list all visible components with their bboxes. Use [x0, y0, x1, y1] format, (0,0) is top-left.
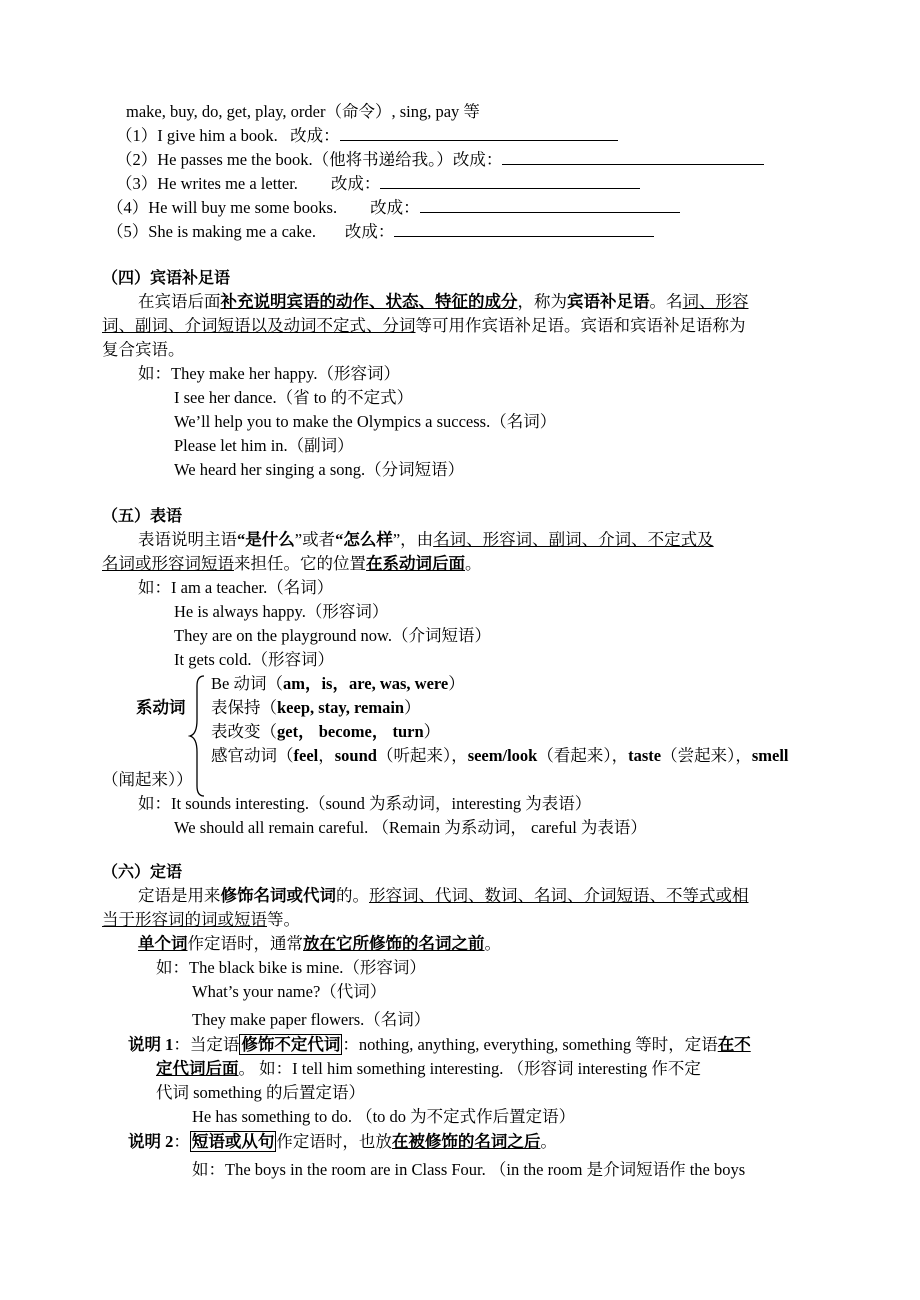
section-4-para-line3: 复合宾语。	[102, 340, 185, 359]
exercise-5: （5）She is making me a cake. 改成：	[107, 220, 654, 244]
example-item: He is always happy.（形容词）	[174, 602, 389, 621]
example-item: 如：I am a teacher.（名词）	[138, 578, 334, 597]
section-6-para-line2: 当于形容词的词或短语等。	[102, 910, 300, 929]
note-1-line2: 定代词后面。 如：I tell him something interesting. （形容词 interesting 作不定	[156, 1059, 701, 1078]
section-5-para-line1: 表语说明主语“是什么”或者“怎么样”，由名词、形容词、副词、介词、不定式及	[138, 530, 714, 549]
example-item: We’ll help you to make the Olympics a success.（名词）	[174, 412, 557, 431]
answer-blank-1[interactable]	[340, 124, 618, 141]
linking-verb-senses: 感官动词（feel，sound（听起来），seem/look（看起来），taste（尝起来），smell	[211, 746, 789, 765]
section-5-para-line2: 名词或形容词短语来担任。它的位置在系动词后面。	[102, 554, 482, 573]
section-4-heading: （四）宾语补足语	[102, 268, 231, 287]
answer-blank-5[interactable]	[394, 220, 654, 237]
example-item: They make paper flowers.（名词）	[192, 1010, 431, 1029]
section-6-heading: （六）定语	[102, 862, 183, 881]
note-1-line3: 代词 something 的后置定语）	[156, 1083, 365, 1102]
exercise-3: （3）He writes me a letter. 改成：	[116, 172, 640, 196]
example-item: Please let him in.（副词）	[174, 436, 354, 455]
example-item: We should all remain careful. （Remain 为系动词， careful 为表语）	[174, 818, 647, 837]
example-item: 如：The black bike is mine.（形容词）	[156, 958, 426, 977]
verb-list-line: make, buy, do, get, play, order（命令）, sing, pay 等	[126, 102, 480, 121]
note-2-example: 如：The boys in the room are in Class Four. （in the room 是介词短语作 the boys	[192, 1160, 746, 1179]
answer-blank-4[interactable]	[420, 196, 680, 213]
linking-verb-wrap: （闻起来））	[102, 770, 193, 789]
exercise-1: （1）I give him a book. 改成：	[116, 124, 618, 148]
note-1-line4: He has something to do. （to do 为不定式作后置定语）	[192, 1107, 576, 1126]
linking-verb-change: 表改变（get， become， turn）	[211, 722, 441, 741]
section-4-para-line1: 在宾语后面补充说明宾语的动作、状态、特征的成分，称为宾语补足语。名词、形容	[138, 292, 749, 311]
section-6-para-line1: 定语是用来修饰名词或代词的。形容词、代词、数词、名词、介词短语、不等式或相	[138, 886, 749, 905]
example-item: 如：They make her happy.（形容词）	[138, 364, 400, 383]
note-2-boxed-term: 短语或从句	[191, 1132, 275, 1151]
answer-blank-2[interactable]	[502, 148, 764, 165]
example-item: They are on the playground now.（介词短语）	[174, 626, 491, 645]
exercise-4: （4）He will buy me some books. 改成：	[107, 196, 680, 220]
answer-blank-3[interactable]	[380, 172, 640, 189]
section-5-heading: （五）表语	[102, 506, 183, 525]
note-1-line1: 说明 1：当定语 修饰不定代词 ：nothing, anything, everything, something 等时，定语在不	[128, 1035, 751, 1054]
exercise-2: （2）He passes me the book.（他将书递给我。）改成：	[116, 148, 764, 172]
section-4-para-line2: 词、副词、介词短语以及动词不定式、分词等可用作宾语补足语。宾语和宾语补足语称为	[102, 316, 746, 335]
linking-verb-label: 系动词	[136, 698, 186, 717]
linking-verb-be: Be 动词（am，is，are, was, were）	[211, 674, 465, 693]
example-item: We heard her singing a song.（分词短语）	[174, 460, 465, 479]
example-item: 如：It sounds interesting.（sound 为系动词，interesting 为表语）	[138, 794, 592, 813]
note-1-boxed-term: 修饰不定代词	[241, 1035, 341, 1054]
linking-verb-keep: 表保持（keep, stay, remain）	[211, 698, 421, 717]
note-2-line1: 说明 2： 短语或从句 作定语时，也放在被修饰的名词之后。	[128, 1132, 557, 1151]
example-item: I see her dance.（省 to 的不定式）	[174, 388, 414, 407]
section-6-para-line3: 单个词作定语时，通常放在它所修饰的名词之前。	[138, 934, 501, 953]
example-item: What’s your name?（代词）	[192, 982, 387, 1001]
example-item: It gets cold.（形容词）	[174, 650, 334, 669]
